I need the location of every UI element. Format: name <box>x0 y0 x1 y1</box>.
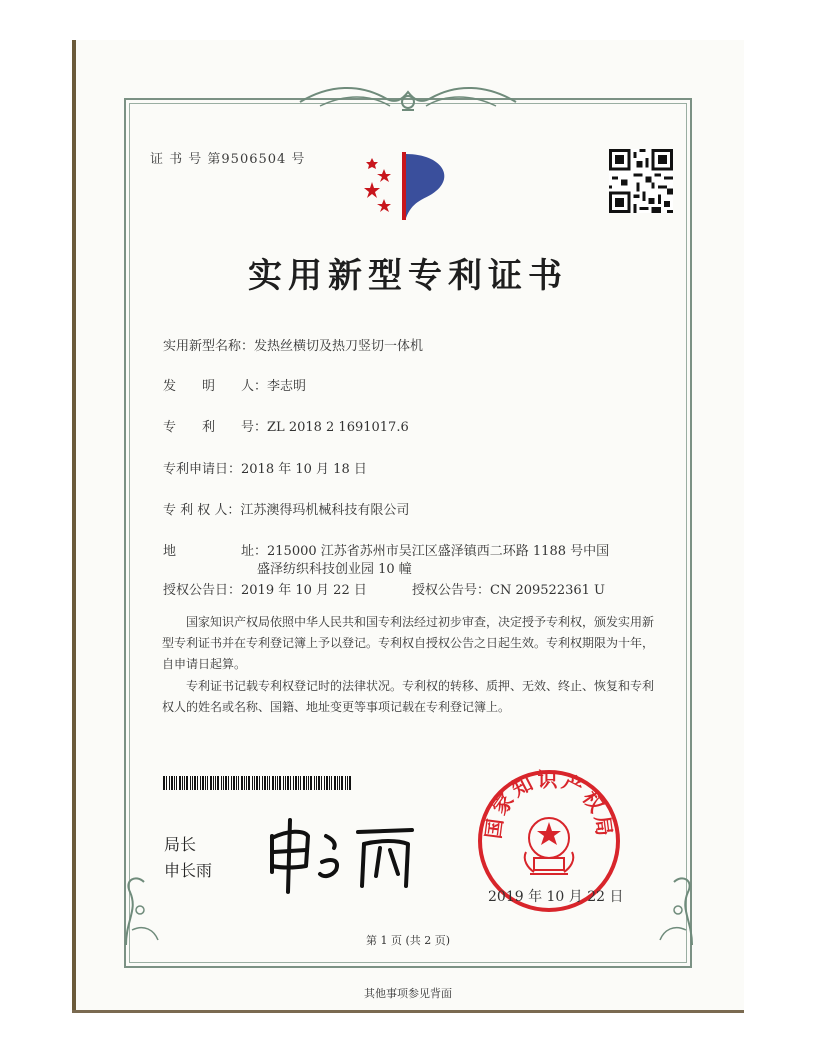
patentee-label: 专 利 权 人： <box>163 503 241 518</box>
grant-date-label: 授权公告日： <box>163 583 242 598</box>
patent-no-value: ZL 2018 2 1691017.6 <box>267 420 409 435</box>
name-label: 实用新型名称： <box>163 339 255 354</box>
seal-date: 2019 年 10 月 22 日 <box>488 889 624 905</box>
name-value: 发热丝横切及热刀竖切一体机 <box>254 339 424 354</box>
qr-code-icon <box>609 149 673 213</box>
certificate-title: 实用新型专利证书 <box>248 256 568 296</box>
grant-no-row <box>412 579 605 598</box>
footer-note: 其他事项参见背面 <box>364 987 452 1000</box>
top-ornament <box>290 80 526 116</box>
grant-date-row <box>163 579 367 598</box>
grant-date-value: 2019 年 10 月 22 日 <box>241 583 367 598</box>
inventor-label: 发 明 人： <box>163 379 268 394</box>
certificate-number: 证 书 号 第9506504 号 <box>150 152 306 167</box>
inventor-value: 李志明 <box>267 379 307 394</box>
filing-date-row <box>163 458 367 477</box>
inventor-row <box>163 375 306 394</box>
director-signature <box>262 814 422 894</box>
barcode-icon <box>163 776 353 790</box>
filing-date-label: 专利申请日： <box>163 462 242 477</box>
filing-date-value: 2018 年 10 月 18 日 <box>241 462 367 477</box>
page-number: 第 1 页 (共 2 页) <box>365 934 451 947</box>
grant-no-value: CN 209522361 U <box>490 583 605 598</box>
patent-office-logo-icon <box>362 148 462 228</box>
patent-no-row <box>163 416 409 435</box>
address-label: 地 址： <box>163 544 268 559</box>
patentee-row <box>163 499 409 518</box>
address-row <box>163 540 609 559</box>
director-name: 申长雨 <box>164 861 213 880</box>
grant-paragraph: 国家知识产权局依照中华人民共和国专利法经过初步审查，决定授予专利权，颁发实用新型专利证书并在专利登记簿上予以登记。专利权自授权公告之日起生效。专利权期限为十年，自申请日起算。 <box>162 615 655 671</box>
name-row <box>163 335 423 354</box>
legal-status-paragraph: 专利证书记载专利权登记时的法律状况。专利权的转移、质押、无效、终止、恢复和专利权人的姓名或名称、国籍、地址变更等事项记载在专利登记簿上。 <box>162 679 655 714</box>
patentee-value: 江苏澳得玛机械科技有限公司 <box>240 503 410 518</box>
address-line1: 215000 江苏省苏州市吴江区盛泽镇西二环路 1188 号中国 <box>267 544 610 559</box>
scan-edge-bottom <box>72 1010 744 1013</box>
address-line2: 盛泽纺织科技创业园 10 幢 <box>257 562 412 577</box>
patent-no-label: 专 利 号： <box>163 420 268 435</box>
grant-no-label: 授权公告号： <box>412 583 491 598</box>
seal-text: 国家知识产权局 <box>481 768 617 841</box>
director-title: 局长 <box>164 835 197 854</box>
